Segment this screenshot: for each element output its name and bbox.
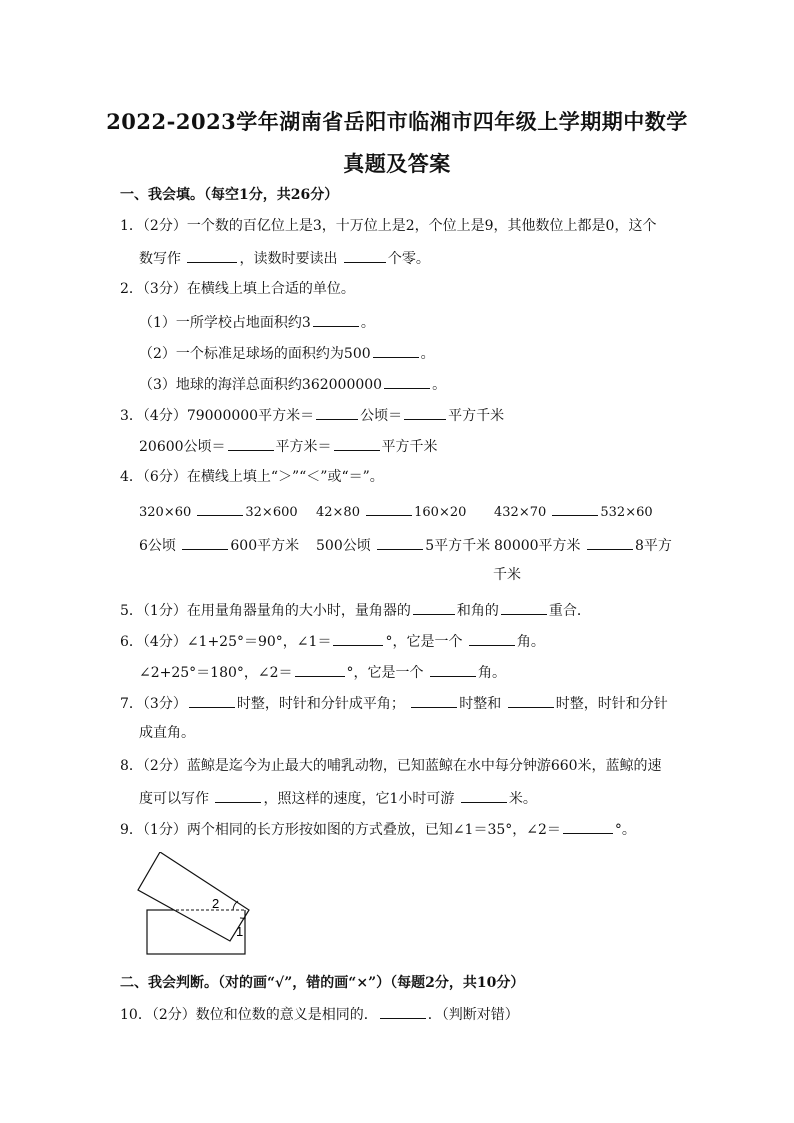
q3-line2 (139, 435, 438, 457)
q2-sub3-text: （3）地球的海洋总面积约362000000 (139, 377, 383, 393)
q9-line (120, 818, 636, 840)
q10-text1: 10．（2分）数位和位数的意义是相同的． (120, 1007, 378, 1023)
q4-row1-item2 (316, 500, 466, 523)
q2-heading: 2．（3分）在横线上填上合适的单位。 (120, 281, 355, 297)
q3-text6: 平方千米 (381, 439, 438, 455)
q4-r2-i3-blank[interactable] (587, 534, 633, 550)
q7-blank1[interactable] (189, 692, 235, 708)
q3-line1 (120, 404, 504, 426)
q4-r1-i2-blank[interactable] (366, 500, 412, 516)
q3-blank2[interactable] (404, 404, 446, 420)
q4-row2-wrap: 千米 (493, 567, 521, 583)
q2-sub3-end: 。 (432, 377, 447, 393)
q1-text2: ，读数时要读出 (239, 251, 338, 267)
q1-text1: 数写作 (139, 251, 181, 267)
q2-blank1[interactable] (313, 311, 359, 327)
q3-blank3[interactable] (228, 435, 274, 451)
q8-text1: 度可以写作 (139, 791, 209, 807)
q7-text2: 时整，时针和分针成平角； (236, 696, 405, 712)
q4-r2-i2-left: 500公顷 (316, 538, 371, 554)
q2-sub1-text: （1）一所学校占地面积约3 (139, 315, 311, 331)
page-title-line1: 2022-2023学年湖南省岳阳市临湘市四年级上学期期中数学 (106, 109, 688, 134)
q8-text3: 米。 (508, 791, 537, 807)
q5-text2: 和角的 (456, 603, 499, 619)
q2-sub3 (139, 373, 446, 395)
angle2-label: 2 (212, 896, 220, 911)
section1-heading: 一、我会填。（每空1分，共26分） (120, 187, 339, 203)
q7-blank2[interactable] (411, 692, 457, 708)
q3-text4: 20600公顷＝ (139, 439, 226, 455)
q6-text4: ∠2+25°＝180°，∠2＝ (139, 665, 293, 681)
q1-line1: 1．（2分）一个数的百亿位上是3，十万位上是2，个位上是9，其他数位上都是0，这个 (120, 218, 657, 234)
q6-text5: °，它是一个 (346, 665, 424, 681)
q8-line2 (139, 787, 537, 809)
q3-text1: 3．（4分）79000000平方米＝ (120, 408, 315, 424)
q9-text2: °。 (614, 822, 636, 838)
q4-r2-i3-left: 80000平方米 (494, 538, 581, 554)
q7-text4: 时整，时针和分针 (555, 696, 668, 712)
q8-line1: 8．（2分）蓝鲸是迄今为止最大的哺乳动物，已知蓝鲸在水中每分钟游660米，蓝鲸的速 (120, 758, 662, 774)
q6-text6: 角。 (478, 665, 506, 681)
q6-blank2[interactable] (469, 630, 515, 646)
q6-blank4[interactable] (430, 661, 476, 677)
q4-row2-item3 (494, 534, 672, 556)
q4-r2-i3-right: 8平方 (635, 538, 672, 554)
q4-heading: 4．（6分）在横线上填上“＞”“＜”或“＝”。 (120, 469, 384, 485)
q4-r1-i1-left: 320×60 (139, 505, 192, 520)
q4-r1-i1-right: 32×600 (245, 505, 298, 520)
q3-text5: 平方米＝ (275, 439, 332, 455)
q2-sub2-end: 。 (420, 346, 435, 362)
q10-line (120, 1003, 519, 1025)
q6-text2: °，它是一个 (385, 634, 463, 650)
q8-text2: ，照这样的速度，它1小时可游 (263, 791, 455, 807)
q4-r1-i2-right: 160×20 (414, 505, 467, 520)
q1-blank1[interactable] (187, 247, 237, 263)
q4-r1-i3-right: 532×60 (600, 505, 653, 520)
q4-r2-i2-right: 5平方千米 (425, 538, 491, 554)
q5-text3: 重合． (548, 603, 591, 619)
q4-row2-item1 (139, 534, 299, 556)
q1-text3: 个零。 (387, 251, 430, 267)
page-title-line2: 真题及答案 (343, 151, 451, 176)
q10-text2: ．（判断对错） (427, 1007, 519, 1023)
q8-blank2[interactable] (461, 787, 507, 803)
q5-blank2[interactable] (501, 599, 547, 615)
q7-line2: 成直角。 (139, 725, 195, 741)
q2-sub2-text: （2）一个标准足球场的面积约为500 (139, 346, 371, 362)
q4-r1-i1-blank[interactable] (197, 500, 243, 516)
q1-blank2[interactable] (344, 247, 386, 263)
q4-r2-i1-right: 600平方米 (230, 538, 300, 554)
q4-row2-item2 (316, 534, 490, 556)
q5-line (120, 599, 591, 621)
q2-blank3[interactable] (384, 373, 430, 389)
q7-blank3[interactable] (508, 692, 554, 708)
overlapping-rectangles-figure (134, 852, 252, 958)
q3-blank4[interactable] (334, 435, 380, 451)
q6-line2 (139, 661, 506, 683)
angle1-label: 1 (236, 924, 244, 939)
q6-blank1[interactable] (333, 630, 383, 646)
q6-text3: 角。 (516, 634, 545, 650)
q8-blank1[interactable] (215, 787, 261, 803)
q4-r2-i1-blank[interactable] (182, 534, 228, 550)
q7-line1 (120, 692, 668, 714)
q2-sub1-end: 。 (360, 315, 375, 331)
q3-text3: 平方千米 (448, 408, 505, 424)
q3-text2: 公顷＝ (360, 408, 403, 424)
q4-r1-i3-blank[interactable] (552, 500, 598, 516)
tilted-rectangle (138, 852, 249, 941)
q6-text1: 6．（4分）∠1+25°＝90°，∠1＝ (120, 634, 332, 650)
section2-heading: 二、我会判断。（对的画“√”，错的画“×”）（每题2分，共10分） (120, 975, 525, 991)
q2-blank2[interactable] (373, 342, 419, 358)
q4-r2-i1-left: 6公顷 (139, 538, 176, 554)
q4-row1-item3 (494, 500, 653, 523)
q10-blank1[interactable] (380, 1003, 426, 1019)
q4-row1-item1 (139, 500, 298, 523)
q5-blank1[interactable] (413, 599, 455, 615)
q4-r2-i2-blank[interactable] (377, 534, 423, 550)
q4-r1-i2-left: 42×80 (316, 505, 360, 520)
q3-blank1[interactable] (316, 404, 358, 420)
q6-line1 (120, 630, 545, 652)
q9-text1: 9．（1分）两个相同的长方形按如图的方式叠放，已知∠1＝35°，∠2＝ (120, 822, 561, 838)
q6-blank3[interactable] (295, 661, 345, 677)
q2-sub2 (139, 342, 435, 364)
q9-blank1[interactable] (563, 818, 613, 834)
q7-text3: 时整和 (459, 696, 502, 712)
q7-text1: 7．（3分） (120, 696, 187, 712)
q5-text1: 5．（1分）在用量角器量角的大小时，量角器的 (120, 603, 411, 619)
q1-line2 (139, 247, 430, 269)
q2-sub1 (139, 311, 375, 333)
q4-r1-i3-left: 432×70 (494, 505, 547, 520)
